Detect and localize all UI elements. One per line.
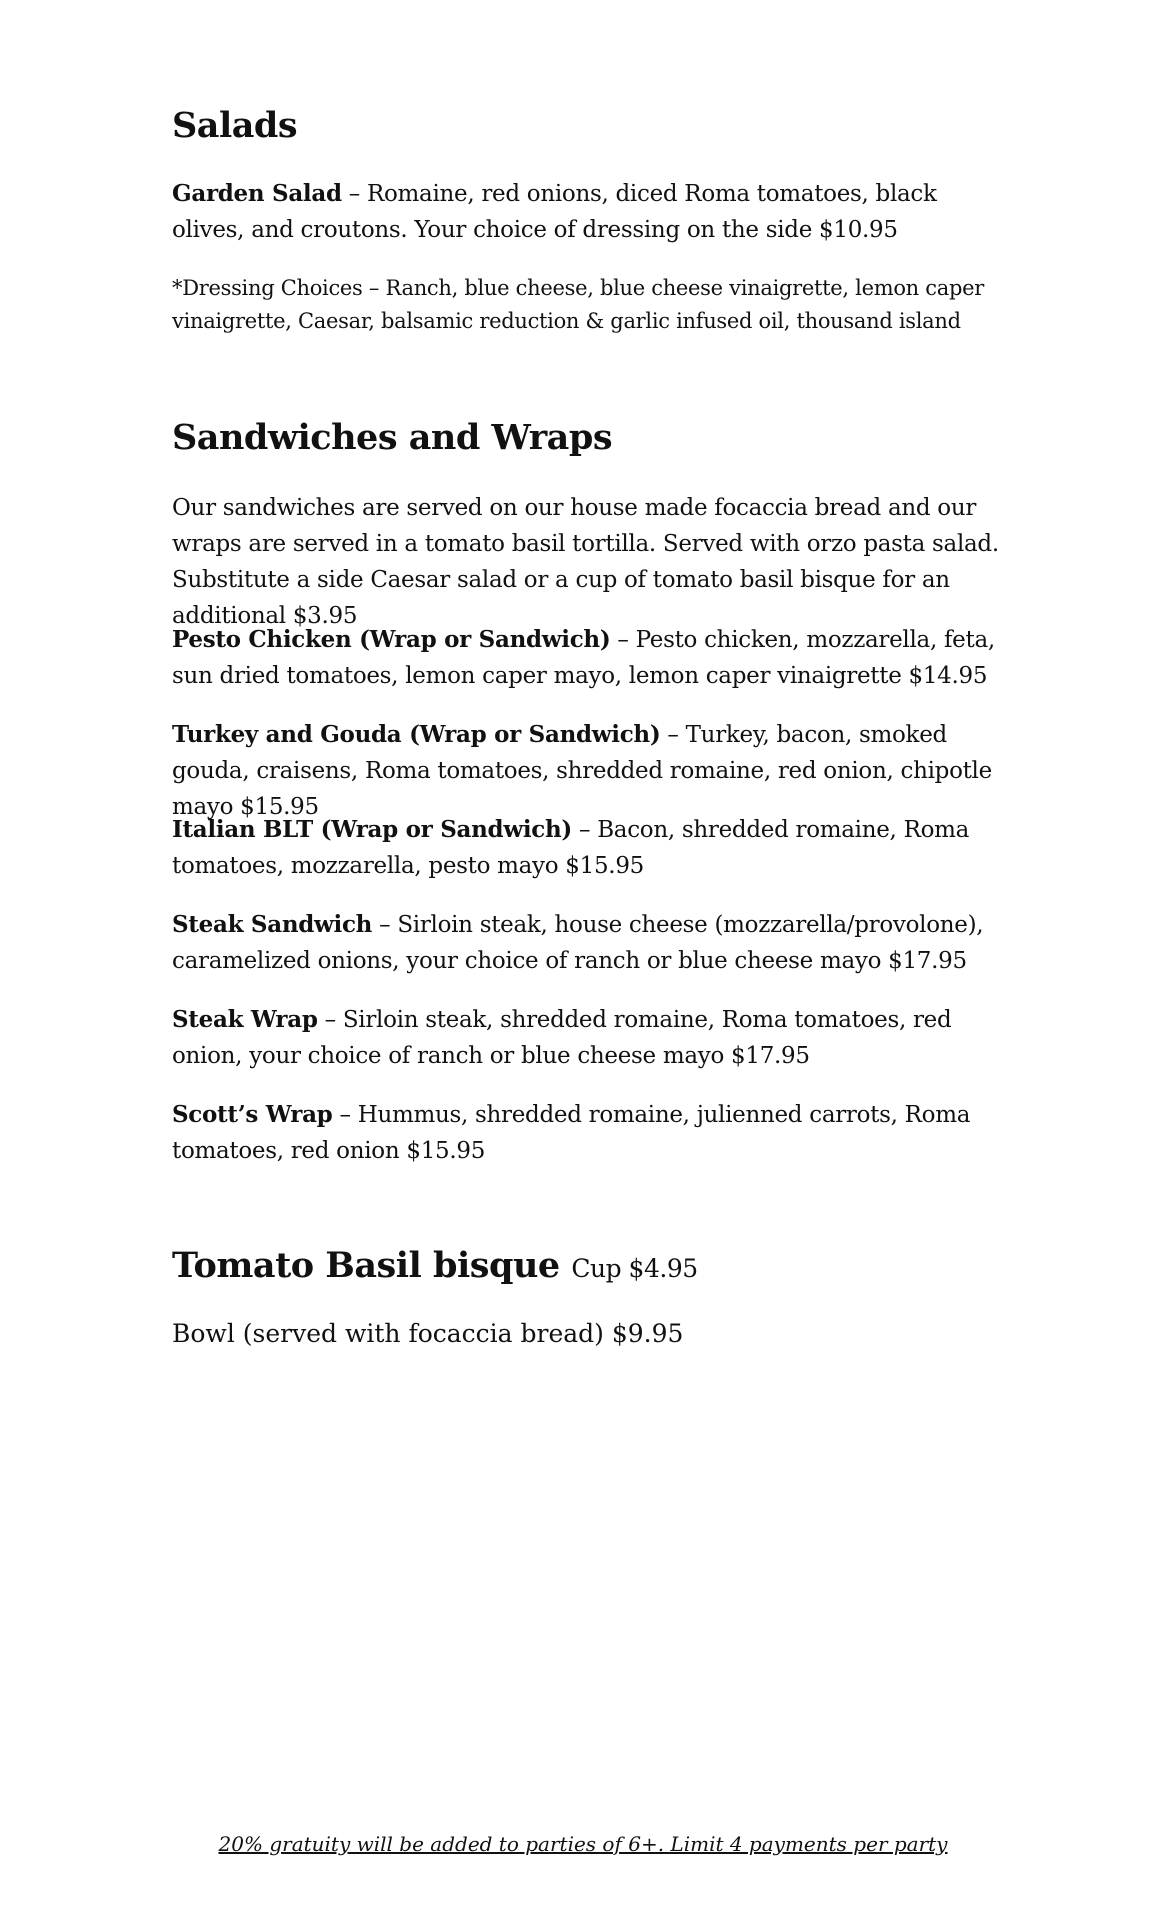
item-name: Steak Sandwich — [172, 911, 373, 938]
menu-item-scotts-wrap — [172, 1097, 1012, 1169]
soup-cup-price: Cup $4.95 — [571, 1254, 698, 1283]
dressing-note: *Dressing Choices – Ranch, blue cheese, blue cheese vinaigrette, lemon caper vinaigrette, Caesar, balsamic reduction & garlic infused oil, thousand island — [172, 276, 984, 333]
item-description: – Hummus, shredded romaine, julienned carrots, Roma tomatoes, red onion $15.95 — [172, 1102, 971, 1164]
item-description: – Pesto chicken, mozzarella, feta, sun dried tomatoes, lemon caper mayo, lemon caper vinaigrette $14.95 — [172, 627, 995, 689]
soup-bowl-price: Bowl (served with focaccia bread) $9.95 — [172, 1319, 684, 1348]
menu-item-pesto-chicken — [172, 622, 1012, 694]
soup-title: Tomato Basil bisque — [172, 1245, 560, 1286]
item-description: – Bacon, shredded romaine, Roma tomatoes, mozzarella, pesto mayo $15.95 — [172, 817, 970, 879]
soup-heading — [172, 1244, 698, 1291]
item-description: – Turkey, bacon, smoked gouda, craisens, Roma tomatoes, shredded romaine, red onion, chipotle mayo $15.95 — [172, 722, 992, 820]
gratuity-footer: 20% gratuity will be added to parties of 6+. Limit 4 payments per party — [218, 1832, 948, 1856]
sandwiches-heading: Sandwiches and Wraps — [172, 417, 613, 458]
garden-salad-item — [172, 176, 1012, 248]
item-name: Pesto Chicken (Wrap or Sandwich) — [172, 626, 611, 653]
item-name: Scott’s Wrap — [172, 1101, 333, 1128]
item-name: Garden Salad — [172, 180, 342, 207]
item-description: – Sirloin steak, house cheese (mozzarella/provolone), caramelized onions, your choice of ranch or blue cheese mayo $17.95 — [172, 912, 984, 974]
item-name: Turkey and Gouda (Wrap or Sandwich) — [172, 721, 661, 748]
menu-item-italian-blt — [172, 812, 1012, 884]
item-description: – Romaine, red onions, diced Roma tomatoes, black olives, and croutons. Your choice of dressing on the side $10.95 — [172, 181, 937, 243]
item-description: – Sirloin steak, shredded romaine, Roma tomatoes, red onion, your choice of ranch or blue cheese mayo $17.95 — [172, 1007, 952, 1069]
item-name: Steak Wrap — [172, 1006, 318, 1033]
item-name: Italian BLT (Wrap or Sandwich) — [172, 816, 572, 843]
salads-heading: Salads — [172, 105, 298, 146]
menu-item-steak-wrap — [172, 1002, 1012, 1074]
sandwiches-intro: Our sandwiches are served on our house made focaccia bread and our wraps are served in a tomato basil tortilla. Served with orzo pasta salad. Substitute a side Caesar salad or a cup of tomato basil bisque for an additional $3.95 — [172, 495, 999, 629]
menu-item-turkey-gouda — [172, 717, 1012, 825]
menu-item-steak-sandwich — [172, 907, 1012, 979]
